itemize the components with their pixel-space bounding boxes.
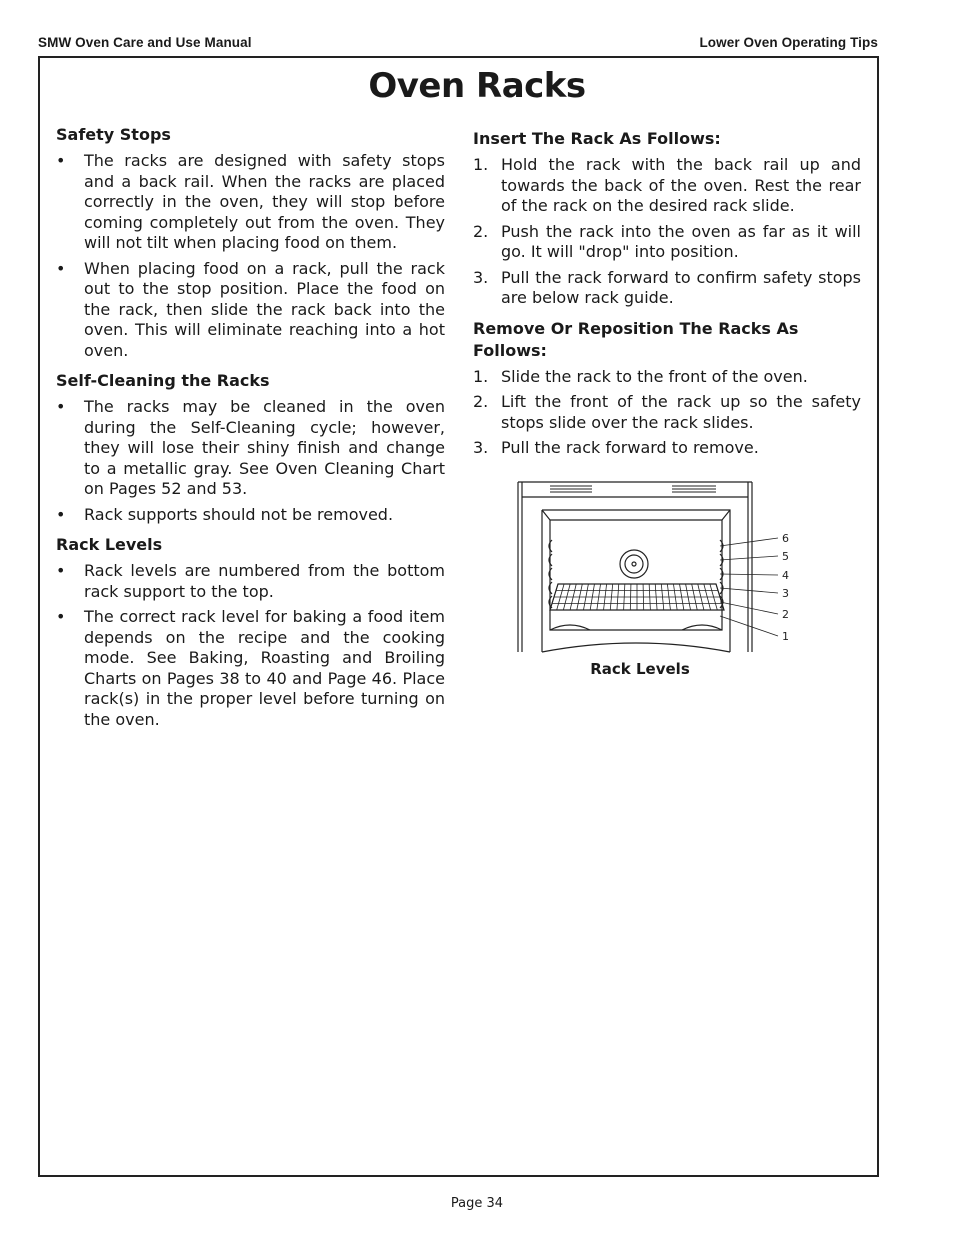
bullet-marker: • xyxy=(56,397,66,416)
running-header-left: SMW Oven Care and Use Manual xyxy=(38,35,252,50)
section-heading: Self-Cleaning the Racks xyxy=(56,371,270,390)
list-item-text: Hold the rack with the back rail up and towards the back of the oven. Rest the rear of the rack on the desired rack slide. xyxy=(501,155,861,215)
list-item xyxy=(56,151,445,254)
number-marker: 1. xyxy=(473,366,489,386)
number-marker: 1. xyxy=(473,155,489,174)
list-item xyxy=(473,367,861,388)
list-item-text: Rack supports should not be removed. xyxy=(84,504,394,524)
list-item xyxy=(56,397,445,500)
level-label-6: 6 xyxy=(782,532,789,545)
bullet-list xyxy=(56,151,445,361)
list-item xyxy=(473,392,861,433)
section-safety-stops xyxy=(56,124,445,361)
level-label-4: 4 xyxy=(782,569,789,582)
list-item-text: Slide the rack to the front of the oven. xyxy=(501,366,808,386)
list-item-text: Push the rack into the oven as far as it will go. It will "drop" into position. xyxy=(501,221,861,261)
page-title: Oven Racks xyxy=(368,66,586,106)
list-item xyxy=(56,505,445,526)
level-label-3: 3 xyxy=(782,587,789,600)
list-item xyxy=(473,155,861,217)
list-item-text: Pull the rack forward to remove. xyxy=(501,438,759,457)
running-header-right: Lower Oven Operating Tips xyxy=(699,35,878,50)
bullet-list xyxy=(56,397,445,525)
oven-outline xyxy=(518,482,752,652)
bullet-marker: • xyxy=(56,258,66,278)
rack-grid xyxy=(550,584,724,610)
list-item-text: When placing food on a rack, pull the rack out to the stop position. Place the food on the rack, then slide the rack back into the oven. This will eliminate reaching into a hot oven. xyxy=(84,258,445,360)
list-item-text: Rack levels are numbered from the bottom rack support to the top. xyxy=(84,561,445,601)
list-item xyxy=(473,438,861,459)
section-rack-levels xyxy=(56,534,445,730)
level-labels xyxy=(782,532,789,643)
bullet-marker: • xyxy=(56,561,66,580)
section-heading: Insert The Rack As Follows: xyxy=(473,129,721,148)
level-label-2: 2 xyxy=(782,608,789,621)
list-item-text: Lift the front of the rack up so the safety stops slide over the rack slides. xyxy=(501,392,861,432)
section-heading: Remove Or Reposition The Racks As Follows: xyxy=(473,318,799,360)
list-item xyxy=(56,259,445,362)
list-item-text: The racks may be cleaned in the oven during the Self-Cleaning cycle; however, they will lose their shiny finish and change to a metallic gray. See Oven Cleaning Chart on Pages 52 and 53. xyxy=(84,397,445,498)
list-item-text: Pull the rack forward to confirm safety stops are below rack guide. xyxy=(501,267,861,307)
section-heading: Rack Levels xyxy=(56,535,163,554)
number-marker: 2. xyxy=(473,392,489,411)
bullet-marker: • xyxy=(56,504,66,524)
level-label-1: 1 xyxy=(782,630,789,643)
bullet-list xyxy=(56,561,445,730)
numbered-list xyxy=(473,367,861,459)
number-marker: 3. xyxy=(473,267,489,287)
oven-rack-diagram xyxy=(512,480,802,655)
section-remove-rack xyxy=(473,318,861,459)
number-marker: 2. xyxy=(473,221,489,241)
level-leader-lines xyxy=(720,538,778,636)
section-insert-rack xyxy=(473,128,861,309)
numbered-list xyxy=(473,155,861,309)
section-heading: Safety Stops xyxy=(56,125,171,144)
list-item xyxy=(473,268,861,309)
list-item-text: The correct rack level for baking a food item depends on the recipe and the cooking mode. See Baking, Roasting and Broiling Charts on Pages 38 to 40 and Page 46. Place rack(s) in the proper level before turning on the oven. xyxy=(84,607,445,729)
list-item xyxy=(473,222,861,263)
right-column xyxy=(473,128,861,468)
figure-caption: Rack Levels xyxy=(590,660,690,678)
left-column xyxy=(56,124,445,739)
section-self-cleaning xyxy=(56,370,445,525)
level-label-5: 5 xyxy=(782,550,789,563)
bullet-marker: • xyxy=(56,607,66,626)
number-marker: 3. xyxy=(473,438,489,457)
bullet-marker: • xyxy=(56,151,66,170)
page-number: Page 34 xyxy=(450,1196,504,1211)
list-item xyxy=(56,607,445,730)
list-item-text: The racks are designed with safety stops and a back rail. When the racks are placed correctly in the oven, they will stop before coming completely out from the oven. They will not tilt when placing food on them. xyxy=(84,151,445,252)
list-item xyxy=(56,561,445,602)
